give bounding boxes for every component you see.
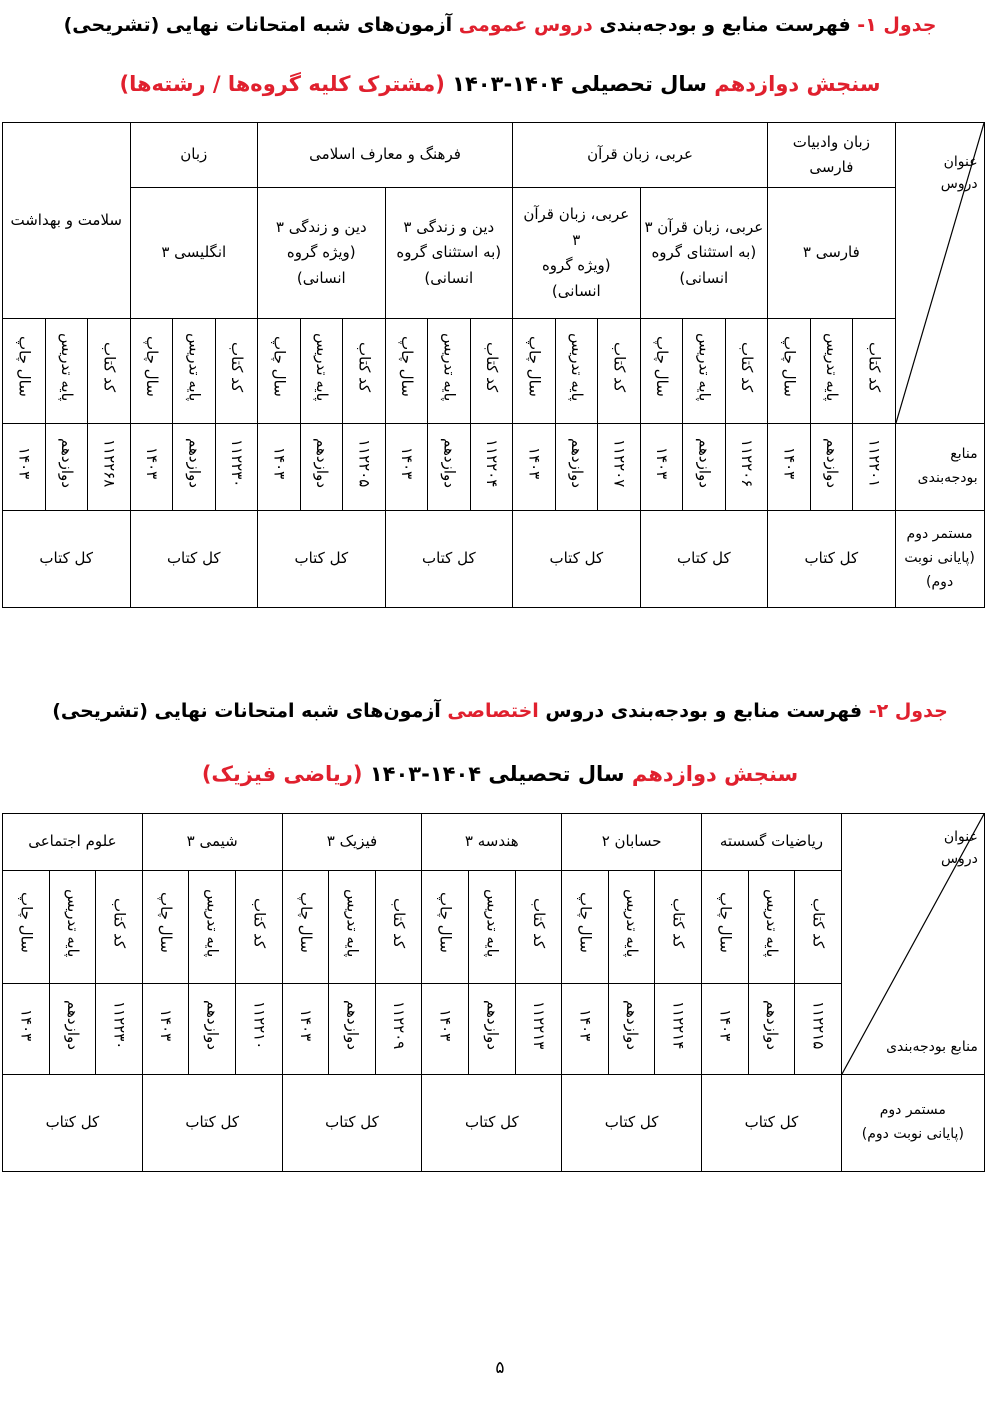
table1-subtitle-highlight: سنجش دوازدهم	[714, 72, 881, 96]
table1-cell-grade-text: دوازدهم	[57, 437, 76, 488]
table1-cell-whole-book: کل کتاب	[3, 511, 131, 608]
table2-cell-grade	[469, 984, 516, 1075]
table2-col-grade-header	[748, 871, 795, 984]
table1-col-grade-header	[683, 319, 726, 424]
table1-cell-year-text: ۱۴۰۳	[270, 446, 289, 479]
table2-cell-code-text: ۱۱۲۲۱۴	[669, 1000, 688, 1049]
table1-col-grade-header	[555, 319, 598, 424]
table2-corner-title: عنوان دروس	[940, 829, 978, 868]
table1-col-year-header-text: سال چاپ	[15, 336, 34, 398]
table2-subtitle	[0, 762, 1000, 786]
table1-title	[0, 14, 1000, 36]
table1-subject-header: دین و زندگی ۳ (به استثنای گروه انسانی)	[385, 188, 513, 319]
table2-cell-grade	[329, 984, 376, 1075]
table1-col-year-header-text: سال چاپ	[780, 336, 799, 398]
table1-subtitle-main: سال تحصیلی ۱۴۰۴-۱۴۰۳	[444, 72, 715, 96]
table2-col-code-header	[375, 871, 422, 984]
table1-col-grade-header-text: پایه تدریس	[567, 332, 586, 401]
table2-cell-code	[96, 984, 143, 1075]
table2-col-code-header-text: کد کتاب	[529, 897, 548, 948]
table1-cell-whole-book: کل کتاب	[513, 511, 641, 608]
table2-col-year-header-text: سال چاپ	[716, 892, 735, 954]
table2-col-code-header	[515, 871, 562, 984]
table2-cell-code	[655, 984, 702, 1075]
table1-col-grade-header	[300, 319, 343, 424]
table2-title-suffix: آزمون‌های شبه امتحانات نهایی (تشریحی)	[52, 700, 448, 722]
table1-cell-code-text: ۱۱۲۲۰۵	[355, 438, 374, 487]
table1-group-header: زبان وادبیات فارسی	[768, 123, 896, 188]
table1-col-year-header	[385, 319, 428, 424]
table2-subtitle-main: سال تحصیلی ۱۴۰۴-۱۴۰۳	[362, 762, 632, 786]
table2-subject-header: علوم اجتماعی	[3, 814, 143, 871]
table2-cell-code	[795, 984, 842, 1075]
table1-cell-code-text: ۱۱۲۲۰۷	[610, 438, 629, 487]
table2-cell-year-text: ۱۴۰۳	[576, 1008, 595, 1041]
table1-cell-grade	[428, 424, 471, 511]
table2-cell-code-text: ۱۱۲۲۰۹	[390, 1000, 409, 1049]
table2-subtitle-highlight: سنجش دوازدهم	[631, 762, 799, 786]
table2-subtitle-group: (ریاضی فیزیک)	[201, 762, 363, 786]
table1-cell-code	[343, 424, 386, 511]
table2-cell-grade-text: دوازدهم	[203, 999, 222, 1050]
table2-cell-code-text: ۱۱۲۲۱۳	[529, 1000, 548, 1049]
table1-cell-grade	[555, 424, 598, 511]
table1-cell-code	[725, 424, 768, 511]
table2-title-highlight: اختصاصی	[447, 700, 539, 722]
table1-cell-year-text: ۱۴۰۳	[652, 446, 671, 479]
table1-title-suffix: آزمون‌های شبه امتحانات نهایی (تشریحی)	[63, 14, 459, 36]
table1-subtitle	[0, 72, 1000, 96]
table2-col-year-header-text: سال چاپ	[436, 892, 455, 954]
table1-cell-code-text: ۱۱۲۲۶۸	[100, 438, 119, 487]
table1-col-year-header	[130, 319, 173, 424]
table2-col-grade-header-text: پایه تدریس	[483, 888, 502, 957]
table1-cell-year	[385, 424, 428, 511]
table1-subtitle-group: (مشترک کلیه گروه‌ها / رشته‌ها)	[119, 72, 445, 96]
table1-col-year-header	[640, 319, 683, 424]
table2-col-year-header	[422, 871, 469, 984]
table1	[2, 122, 985, 608]
table2-cell-grade	[748, 984, 795, 1075]
table1-group-header: فرهنگ و معارف اسلامی	[258, 123, 513, 188]
table2-col-code-header-text: کد کتاب	[110, 897, 129, 948]
table1-cell-grade	[683, 424, 726, 511]
table1-cell-grade-text: دوازدهم	[440, 437, 459, 488]
table2-col-grade-header	[469, 871, 516, 984]
table1-cell-year	[768, 424, 811, 511]
table1-cell-whole-book: کل کتاب	[130, 511, 258, 608]
table2-cell-grade	[49, 984, 96, 1075]
table1-col-code-header	[598, 319, 641, 424]
table2-col-year-header-text: سال چاپ	[296, 892, 315, 954]
table1-subject-header: فارسی ۳	[768, 188, 896, 319]
table2-col-grade-header-text: پایه تدریس	[203, 888, 222, 957]
table1-col-code-header-text: کد کتاب	[355, 341, 374, 392]
table1-subject-header: عربی، زبان قرآن ۳ (ویژه گروه انسانی)	[513, 188, 641, 319]
table2-col-year-header-text: سال چاپ	[157, 892, 176, 954]
table1-col-code-header-text: کد کتاب	[227, 341, 246, 392]
table2-cell-code	[236, 984, 283, 1075]
table1-row-label-sources: منابع بودجه‌بندی	[895, 424, 984, 511]
table1-group-header: سلامت و بهداشت	[3, 123, 131, 319]
table1-col-year-header-text: سال چاپ	[652, 336, 671, 398]
table1-row-label-exam: مستمر دوم (پایانی نوبت دوم)	[895, 511, 984, 608]
table1-col-year-header	[3, 319, 46, 424]
table2-cell-grade	[189, 984, 236, 1075]
table1-cell-year	[130, 424, 173, 511]
table2-subject-header: حسابان ۲	[562, 814, 702, 871]
table1-title-highlight: دروس عمومی	[458, 14, 593, 36]
table1-title-prefix: جدول ۱-	[850, 14, 937, 36]
table2-cell-year	[3, 984, 50, 1075]
table2-cell-grade-text: دوازدهم	[343, 999, 362, 1050]
table1-col-grade-header-text: پایه تدریس	[695, 332, 714, 401]
table2-cell-year	[562, 984, 609, 1075]
table1-col-grade-header-text: پایه تدریس	[312, 332, 331, 401]
table1-col-code-header	[343, 319, 386, 424]
table2-col-code-header	[795, 871, 842, 984]
table2-col-year-header	[702, 871, 749, 984]
table2-cell-grade	[608, 984, 655, 1075]
table2-col-code-header-text: کد کتاب	[809, 897, 828, 948]
table1-col-year-header-text: سال چاپ	[270, 336, 289, 398]
table2-col-grade-header	[49, 871, 96, 984]
table2-col-grade-header-text: پایه تدریس	[63, 888, 82, 957]
table1-cell-code	[853, 424, 896, 511]
table1-cell-whole-book: کل کتاب	[385, 511, 513, 608]
table1-cell-grade-text: دوازدهم	[312, 437, 331, 488]
table1-col-grade-header	[810, 319, 853, 424]
table2-col-year-header-text: سال چاپ	[17, 892, 36, 954]
table2-col-grade-header	[608, 871, 655, 984]
table1-col-grade-header-text: پایه تدریس	[440, 332, 459, 401]
table1-cell-year-text: ۱۴۰۳	[15, 446, 34, 479]
table1-cell-year-text: ۱۴۰۳	[142, 446, 161, 479]
table2-cell-year	[282, 984, 329, 1075]
table2-subject-header: فیزیک ۳	[282, 814, 422, 871]
table1-subject-header: عربی، زبان قرآن ۳ (به استثنای گروه انسانی)	[640, 188, 768, 319]
table2-cell-grade-text: دوازدهم	[483, 999, 502, 1050]
table2-cell-whole-book: کل کتاب	[142, 1075, 282, 1172]
table1-col-code-header	[215, 319, 258, 424]
table1-corner-title: عنوان دروس	[940, 154, 978, 193]
table2-col-code-header-text: کد کتاب	[669, 897, 688, 948]
table1-cell-year	[3, 424, 46, 511]
table2-col-year-header	[3, 871, 50, 984]
table1-cell-code	[215, 424, 258, 511]
table2-subject-header: هندسه ۳	[422, 814, 562, 871]
table2-col-grade-header	[189, 871, 236, 984]
table1-col-grade-header	[428, 319, 471, 424]
table1-cell-whole-book: کل کتاب	[640, 511, 768, 608]
table2-col-code-header-text: کد کتاب	[250, 897, 269, 948]
table1-cell-grade	[45, 424, 88, 511]
table2-cell-year-text: ۱۴۰۳	[436, 1008, 455, 1041]
table2-corner	[841, 814, 984, 1075]
table1-cell-code	[470, 424, 513, 511]
table2-title-prefix: جدول ۲-	[862, 700, 948, 722]
table2-cell-grade-text: دوازدهم	[762, 999, 781, 1050]
table2-col-year-header	[562, 871, 609, 984]
table1-col-code-header-text: کد کتاب	[865, 341, 884, 392]
table1-cell-year	[258, 424, 301, 511]
table2-cell-whole-book: کل کتاب	[3, 1075, 143, 1172]
table1-col-grade-header	[173, 319, 216, 424]
table1-col-year-header-text: سال چاپ	[525, 336, 544, 398]
table1-group-header: زبان	[130, 123, 258, 188]
table2-cell-whole-book: کل کتاب	[282, 1075, 422, 1172]
table2-subject-header: ریاضیات گسسته	[702, 814, 842, 871]
table1-col-code-header	[88, 319, 131, 424]
table1-cell-grade-text: دوازدهم	[567, 437, 586, 488]
table1-cell-grade-text: دوازدهم	[822, 437, 841, 488]
table2-col-code-header-text: کد کتاب	[390, 897, 409, 948]
table1-col-year-header	[258, 319, 301, 424]
table2-title	[0, 700, 1000, 722]
table2-col-code-header	[655, 871, 702, 984]
table2-cell-code-text: ۱۱۲۲۱۰	[250, 1000, 269, 1049]
table1-cell-whole-book: کل کتاب	[258, 511, 386, 608]
table2-cell-code	[375, 984, 422, 1075]
page-number: ۵	[495, 1358, 505, 1378]
table2-col-grade-header	[329, 871, 376, 984]
table1-col-grade-header-text: پایه تدریس	[185, 332, 204, 401]
table1-cell-year	[640, 424, 683, 511]
table1-subject-header: دین و زندگی ۳ (ویژه گروه انسانی)	[258, 188, 386, 319]
table2-title-main: فهرست منابع و بودجه‌بندی دروس	[538, 700, 863, 722]
table1-col-year-header	[513, 319, 556, 424]
table1-col-code-header	[470, 319, 513, 424]
table1-cell-code	[88, 424, 131, 511]
table2-cell-grade-text: دوازدهم	[63, 999, 82, 1050]
table1-col-code-header	[725, 319, 768, 424]
table1-col-code-header-text: کد کتاب	[100, 341, 119, 392]
table2-col-year-header	[142, 871, 189, 984]
table1-cell-year-text: ۱۴۰۳	[525, 446, 544, 479]
table2-row-label-exam: مستمر دوم (پایانی نوبت دوم)	[841, 1075, 984, 1172]
table2-col-year-header	[282, 871, 329, 984]
table2-cell-whole-book: کل کتاب	[562, 1075, 702, 1172]
table2-cell-code-text: ۱۱۲۲۱۵	[809, 1000, 828, 1049]
table2-col-grade-header-text: پایه تدریس	[762, 888, 781, 957]
table2-cell-year-text: ۱۴۰۳	[157, 1008, 176, 1041]
table1-col-grade-header	[45, 319, 88, 424]
table1-cell-grade-text: دوازدهم	[695, 437, 714, 488]
table1-cell-year-text: ۱۴۰۳	[780, 446, 799, 479]
table2-cell-year-text: ۱۴۰۳	[296, 1008, 315, 1041]
table2-corner-footer: منابع بودجه‌بندی	[886, 1039, 978, 1055]
table2-cell-year	[422, 984, 469, 1075]
table2	[2, 813, 985, 1172]
table2-cell-year	[702, 984, 749, 1075]
table2-cell-year-text: ۱۴۰۳	[716, 1008, 735, 1041]
table1-cell-grade-text: دوازدهم	[185, 437, 204, 488]
table2-cell-whole-book: کل کتاب	[422, 1075, 562, 1172]
table1-cell-grade	[810, 424, 853, 511]
table2-subject-header: شیمی ۳	[142, 814, 282, 871]
table2-col-year-header-text: سال چاپ	[576, 892, 595, 954]
table2-cell-whole-book: کل کتاب	[702, 1075, 842, 1172]
table2-col-code-header	[236, 871, 283, 984]
table1-col-year-header	[768, 319, 811, 424]
table2-cell-year	[142, 984, 189, 1075]
table1-cell-code	[598, 424, 641, 511]
table1-col-code-header	[853, 319, 896, 424]
table1-col-code-header-text: کد کتاب	[610, 341, 629, 392]
table1-group-header: عربی، زبان قرآن	[513, 123, 768, 188]
table1-cell-grade	[173, 424, 216, 511]
table1-corner	[895, 123, 984, 424]
table1-col-grade-header-text: پایه تدریس	[822, 332, 841, 401]
table1-cell-whole-book: کل کتاب	[768, 511, 896, 608]
table1-cell-code-text: ۱۱۲۲۳۰	[227, 438, 246, 487]
table2-cell-code	[515, 984, 562, 1075]
table1-col-code-header-text: کد کتاب	[482, 341, 501, 392]
table2-col-grade-header-text: پایه تدریس	[343, 888, 362, 957]
table1-col-year-header-text: سال چاپ	[397, 336, 416, 398]
table1-cell-grade	[300, 424, 343, 511]
table1-col-year-header-text: سال چاپ	[142, 336, 161, 398]
table2-cell-grade-text: دوازدهم	[623, 999, 642, 1050]
table1-cell-year	[513, 424, 556, 511]
table1-col-code-header-text: کد کتاب	[737, 341, 756, 392]
table2-cell-year-text: ۱۴۰۳	[17, 1008, 36, 1041]
table1-title-main: فهرست منابع و بودجه‌بندی	[592, 14, 851, 36]
table1-cell-code-text: ۱۱۲۲۰۱	[865, 438, 884, 487]
table1-cell-code-text: ۱۱۲۲۰۶	[737, 438, 756, 487]
table1-cell-year-text: ۱۴۰۳	[397, 446, 416, 479]
table1-col-grade-header-text: پایه تدریس	[57, 332, 76, 401]
table2-col-code-header	[96, 871, 143, 984]
table1-subject-header: انگلیسی ۳	[130, 188, 258, 319]
table2-cell-code-text: ۱۱۲۲۳۰	[110, 1000, 129, 1049]
table2-col-grade-header-text: پایه تدریس	[623, 888, 642, 957]
table1-cell-code-text: ۱۱۲۲۰۴	[482, 438, 501, 487]
